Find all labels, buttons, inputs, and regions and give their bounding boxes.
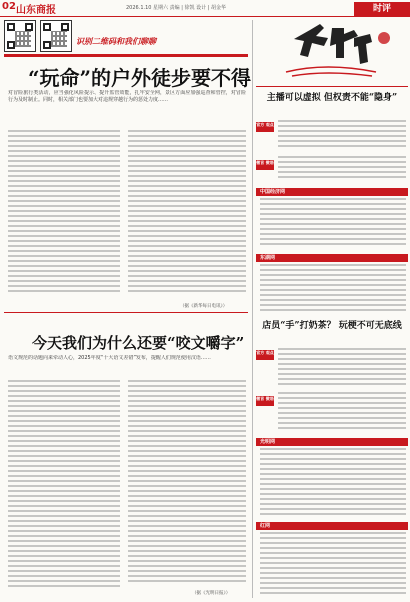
source-body-1 [260,198,406,250]
issue-info: 2026.1.10 星期六 责编 | 徐凯 设计 | 胡金华 [126,5,226,11]
article1-intro: 对冒险旅行类活动，应当强化风险提示、提升监管效能，扎牢安全网，景区方面应加强巡查和管控，对冒险行为及时制止。同时，相关部门也要加大对违规穿越行为的惩处力度…… [8,90,246,103]
right-article1-p2 [278,156,406,184]
article2-intro: 语文规范的话题向来牵动人心，2025年度“十大语文差错”发布，提醒人们规范使用汉语…… [8,355,211,361]
right-article2-title: 店员“手”打奶茶？ 玩梗不可无底线 [262,321,402,331]
source-body-3 [260,448,406,518]
right-article2-p2 [278,392,406,432]
article1-body-col1 [8,130,120,298]
source-header-4: 红网 [256,522,408,530]
article1-body-col2 [128,130,246,298]
source-body-2 [260,264,406,314]
wechat-badge: 微言 微语 [256,160,274,170]
divider [256,86,408,87]
qr-caption: 识别二维码和我们聊聊 [76,37,156,46]
section-tag: 时评 [354,2,410,16]
article2-body-col1 [8,380,120,592]
qr-code[interactable] [4,20,36,52]
page-number: 02 [2,1,16,12]
article2-credit: （据《光明日报》） [192,591,231,596]
right-article2-p1 [278,348,406,388]
divider [4,312,248,313]
wechat-badge: 微言 微语 [256,396,274,406]
source-header-3: 光明网 [256,438,408,446]
article1-credit: （据《新华每日电讯》） [180,304,228,309]
page-header [0,0,410,17]
source-header-1: 中国经济网 [256,188,408,196]
qr-code[interactable] [40,20,72,52]
right-article1-title: 主播可以虚拟 但权责不能“隐身” [266,93,398,103]
source-header-2: 东湖网 [256,254,408,262]
column-divider [252,20,253,598]
right-article1-p1 [278,120,406,152]
article2-title: 今天我们为什么还要“咬文嚼字” [32,334,245,352]
article1-title: “玩命”的户外徒步要不得 [28,66,252,90]
divider [4,54,248,57]
article2-body-col2 [128,380,246,586]
source-body-4 [260,532,406,598]
publication-name: 山东商报 [16,5,56,16]
viewpoint-badge: 官方 观点 [256,122,274,132]
viewpoint-badge: 官方 观点 [256,350,274,360]
column-logo-graphic [256,20,408,84]
